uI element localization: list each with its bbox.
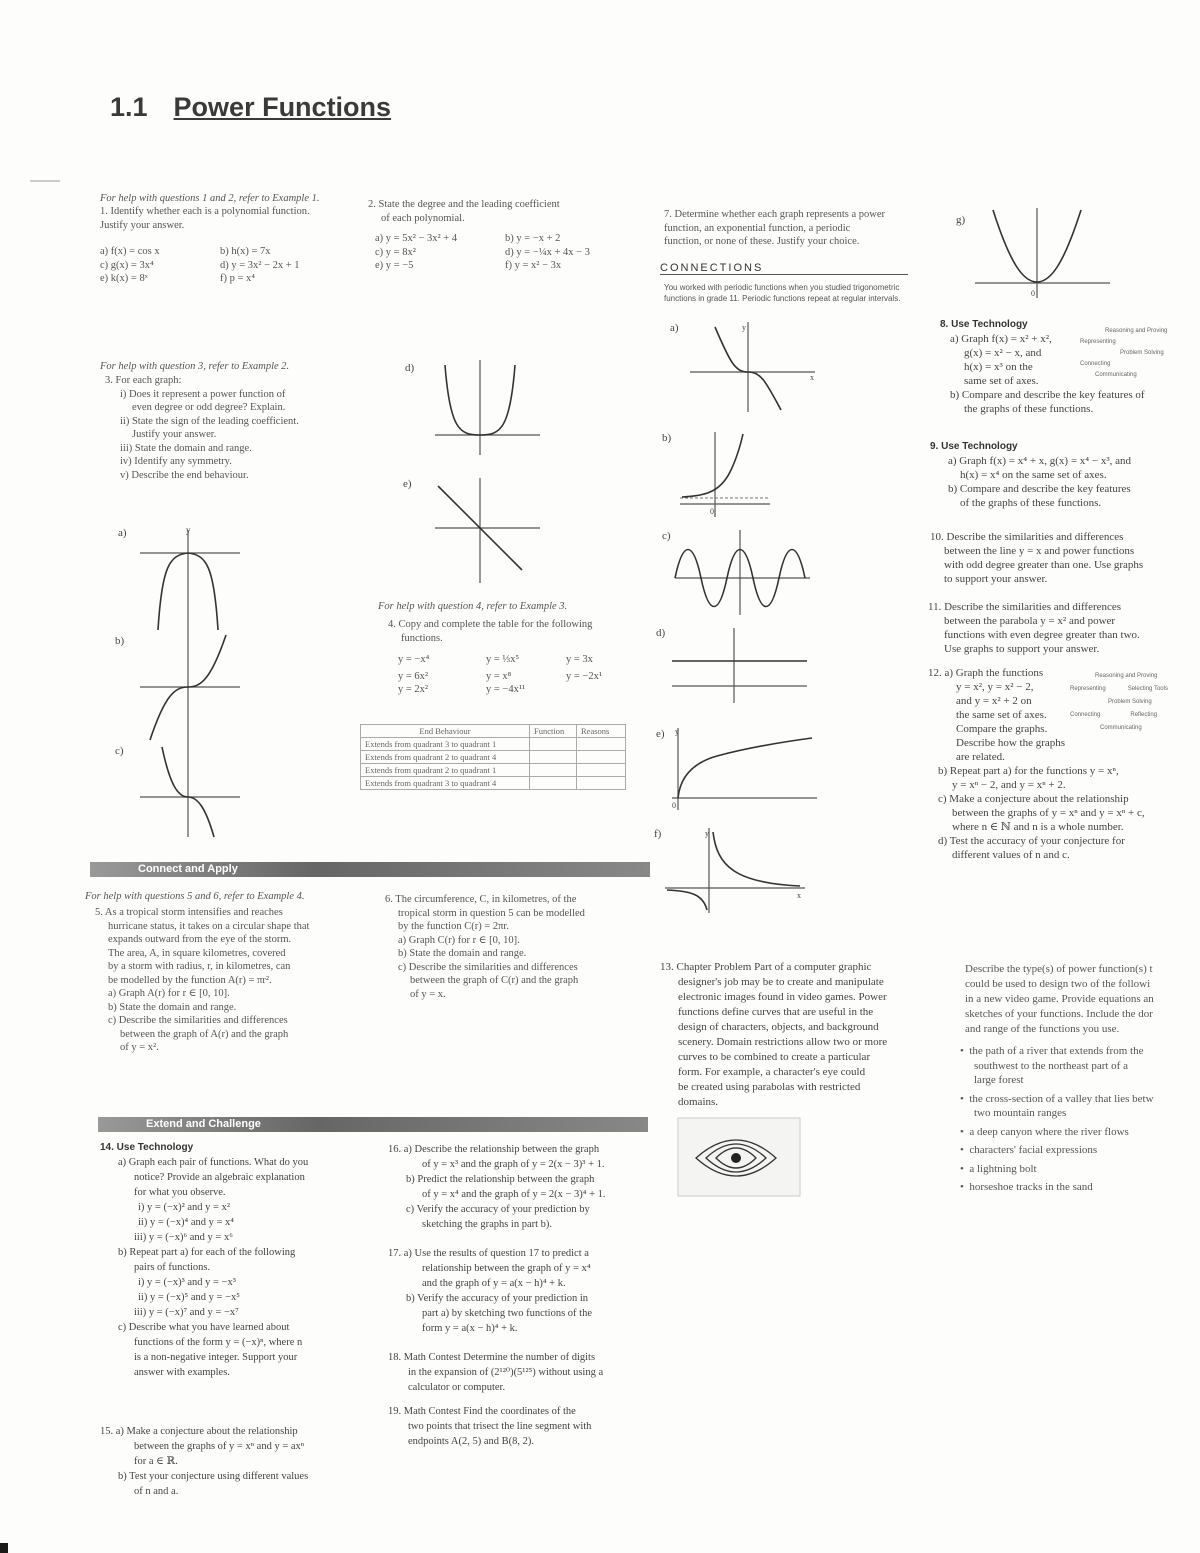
connections-text: You worked with periodic functions when you studied trigonometric functions in grade 11. Periodic functions repeat at regular intervals. xyxy=(664,283,901,303)
list-item: • the path of a river that extends from the southwest to the northeast part of a large forest xyxy=(960,1045,1144,1086)
svg-text:x: x xyxy=(810,373,814,382)
graph-label-3e: e) xyxy=(403,478,412,490)
graph-3a xyxy=(140,525,250,635)
graph-label-7e: e) xyxy=(656,728,665,740)
graph-7b xyxy=(680,432,790,517)
svg-text:y: y xyxy=(705,829,709,838)
question-10: 10. Describe the similarities and differences between the line y = x and power functions with odd degree greater than one. Use graphs to support your answer. xyxy=(930,531,1144,585)
section-bar-connect-apply: Connect and Apply xyxy=(90,862,650,877)
question-9: 9. Use Technology a) Graph f(x) = x⁴ + x, g(x) = x⁴ − x³, and h(x) = x⁴ on the same set of axes. b) Compare and describe the key features of the graphs of these functions. xyxy=(930,441,1132,509)
list-item: • characters' facial expressions xyxy=(960,1144,1098,1156)
graph-7c xyxy=(675,530,815,615)
list-item: • horseshoe tracks in the sand xyxy=(960,1181,1093,1193)
graph-7f xyxy=(665,828,810,913)
end-behaviour-table xyxy=(360,724,626,790)
connections-title: CONNECTIONS xyxy=(660,262,764,274)
page-title xyxy=(110,92,391,123)
list-item: • a lightning bolt xyxy=(960,1162,1037,1175)
question-6: 6. The circumference, C, in kilometres, of the tropical storm in question 5 can be modelled by the function C(r) = 2πr. a) Graph C(r) for r ∈ [0, 10]. b) State the domain and range. c) Describe the similarities and differences between the graph of C(r) and the graph of y = x. xyxy=(385,894,585,1000)
margin-mark xyxy=(0,1543,8,1553)
graph-7d xyxy=(672,628,812,703)
graph-label-7g: g) xyxy=(956,214,966,226)
question-4-functions: y = −x⁴ y = ⅓x⁵ y = 3x y = 6x² y = x⁸ y = −2x¹ y = 2x² y = −4x¹¹ xyxy=(398,654,602,695)
question-11: 11. Describe the similarities and differences between the parabola y = x² and power functions with even degree greater than two. Use graphs to support your answer. xyxy=(928,601,1140,655)
svg-text:0: 0 xyxy=(710,507,714,516)
question-19: 19. Math Contest Find the coordinates of the two points that trisect the line segment with endpoints A(2, 5) and B(8, 2). xyxy=(388,1406,592,1447)
graph-3e xyxy=(430,478,545,588)
section-bar-extend-challenge: Extend and Challenge xyxy=(98,1117,648,1132)
table-row: Extends from quadrant 3 to quadrant 4 xyxy=(361,777,626,790)
section-number: 1.1 xyxy=(110,92,148,122)
graph-label-3d: d) xyxy=(405,362,415,374)
graph-label-7d: d) xyxy=(656,627,666,639)
table-row: Extends from quadrant 2 to quadrant 4 xyxy=(361,751,626,764)
graph-7e xyxy=(672,728,822,810)
list-item: • the cross-section of a valley that lies betw two mountain ranges xyxy=(960,1092,1154,1119)
question-1: 1. Identify whether each is a polynomial function. Justify your answer. xyxy=(100,206,310,231)
question-3: 3. For each graph: i) Does it represent a power function of even degree or odd degree? Explain. ii) State the sign of the leading coefficient. Justify your answer. iii) State the domain and range. iv) Identify any symmetry. v) Describe the end behaviour. xyxy=(105,375,299,481)
question-7: 7. Determine whether each graph represents a power function, an exponential function, a periodic function, or none of these. Justify your choice. xyxy=(664,209,885,247)
svg-text:x: x xyxy=(797,891,801,900)
graph-3d xyxy=(430,360,545,460)
process-badges-q12: Reasoning and Proving Representing Selecting Tools Problem Solving Connecting Reflecting Communicating xyxy=(1070,673,1168,731)
graph-label-7a: a) xyxy=(670,322,679,334)
help-note-q5: For help with questions 5 and 6, refer to Example 4. xyxy=(85,891,305,902)
question-14: 14. Use Technology a) Graph each pair of functions. What do you notice? Provide an algebraic explanation for what you observe. i) y = (−x)² and y = x² ii) y = (−x)⁴ and y = x⁴ iii) y = (−x)⁶ and y = x⁶ b) Repeat part a) for each of the following pairs of functions. i) y = (−x)³ and y = −x³ ii) y = (−x)⁵ and y = −x⁵ iii) y = (−x)⁷ and y = −x⁷ c) Describe what you have learned about functions of the form y = (−x)ⁿ, where n is a non-negative integer. Support your answer with examples. xyxy=(100,1142,309,1378)
graph-label-3b: b) xyxy=(115,635,125,647)
graph-label-7f: f) xyxy=(654,828,662,840)
eye-image xyxy=(678,1118,803,1198)
help-note-q3: For help with question 3, refer to Example 2. xyxy=(100,361,290,372)
svg-text:y: y xyxy=(742,323,746,332)
list-item: • a deep canyon where the river flows xyxy=(960,1125,1129,1138)
svg-text:y: y xyxy=(675,727,679,736)
question-16: 16. a) Describe the relationship between the graph of y = x³ and the graph of y = 2(x − 3)³ + 1. b) Predict the relationship between the graph of y = x⁴ and the graph of y = 2(x − 3)⁴ + 1. c) Verify the accuracy of your prediction by sketching the graphs in part b). xyxy=(388,1144,606,1230)
question-18: 18. Math Contest Determine the number of digits in the expansion of (2¹²⁰)(5¹²⁵) without using a calculator or computer. xyxy=(388,1352,604,1393)
graph-label-3c: c) xyxy=(115,745,124,757)
table-row: Extends from quadrant 3 to quadrant 1 xyxy=(361,738,626,751)
graph-7g xyxy=(975,208,1115,298)
question-13: 13. Chapter Problem Part of a computer graphic designer's job may be to create and manipulate electronic images found in video games. Power functions define curves that are useful in the design of characters, objects, and background scenery. Domain restrictions allow two or more curves to be combined to create a particular form. For example, a character's eye could be created using parabolas with restricted domains. xyxy=(660,961,888,1108)
graph-label-7b: b) xyxy=(662,432,672,444)
margin-mark xyxy=(30,180,60,182)
question-2: 2. State the degree and the leading coefficient of each polynomial. xyxy=(368,199,560,224)
graph-3c xyxy=(140,745,250,840)
svg-text:0: 0 xyxy=(672,801,676,810)
svg-text:y: y xyxy=(186,525,191,535)
section-title: Power Functions xyxy=(173,92,392,122)
table-header: End Behaviour Function Reasons xyxy=(361,725,626,738)
graph-3b xyxy=(140,635,250,745)
question-2-items: a) y = 5x² − 3x² + 4 b) y = −x + 2 c) y = 8x² d) y = −¼x + 4x − 3 e) y = −5 f) y = x² − 3x xyxy=(375,233,590,271)
help-note-q1: For help with questions 1 and 2, refer to Example 1. xyxy=(100,193,320,204)
question-15: 15. a) Make a conjecture about the relationship between the graphs of y = xⁿ and y = axⁿ for a ∈ ℝ. b) Test your conjecture using different values of n and a. xyxy=(100,1426,309,1497)
connections-box xyxy=(660,262,908,275)
table-row: Extends from quadrant 2 to quadrant 1 xyxy=(361,764,626,777)
graph-label-7c: c) xyxy=(662,530,671,542)
question-4: 4. Copy and complete the table for the following functions. xyxy=(388,619,593,644)
question-12: 12. a) Graph the functions y = x², y = x² − 2, and y = x² + 2 on the same set of axes. Compare the graphs. Describe how the graphs are related. b) Repeat part a) for the functions y = xⁿ, y = xⁿ − 2, and y = xⁿ + 2. c) Make a conjecture about the relationship between the graphs of y = xⁿ and y = xⁿ + c, where n ∈ ℕ and n is a whole number. d) Test the accuracy of your conjecture for different values of n and c. xyxy=(928,667,1145,861)
question-17: 17. a) Use the results of question 17 to predict a relationship between the graph of y = x⁴ and the graph of y = a(x − h)⁴ + k. b) Verify the accuracy of your prediction in part a) by sketching two functions of the form y = a(x − h)⁴ + k. xyxy=(388,1248,592,1334)
question-5: 5. As a tropical storm intensifies and reaches hurricane status, it takes on a circular shape that expands outward from the eye of the storm. The area, A, in square kilometres, covered by a storm with radius, r, in kilometres, can be modelled by the function A(r) = πr². a) Graph A(r) for r ∈ [0, 10]. b) State the domain and range. c) Describe the similarities and differences between the graph of A(r) and the graph of y = x². xyxy=(95,907,310,1053)
process-badges-q8: Reasoning and Proving Representing Problem Solving Connecting Communicating xyxy=(1080,328,1168,378)
question-8: 8. Use Technology a) Graph f(x) = x² + x², g(x) = x² − x, and h(x) = x³ on the same set of axes. b) Compare and describe the key features of the graphs of these functions. xyxy=(940,319,1145,415)
question-1-items: a) f(x) = cos x b) h(x) = 7x c) g(x) = 3x⁴ d) y = 3x² − 2x + 1 e) k(x) = 8ˣ f) p = x⁴ xyxy=(100,246,300,284)
graph-label-3a: a) xyxy=(118,527,127,539)
question-13-continued: Describe the type(s) of power function(s) t could be used to design two of the followi in a new video game. Provide equations an sketches of your functions. Include the dor and range of the functions you use. xyxy=(965,963,1154,1035)
help-note-q4: For help with question 4, refer to Example 3. xyxy=(378,601,568,612)
question-13-bullets xyxy=(960,1044,1154,1195)
graph-7a xyxy=(680,322,820,412)
svg-text:0: 0 xyxy=(1031,289,1035,298)
